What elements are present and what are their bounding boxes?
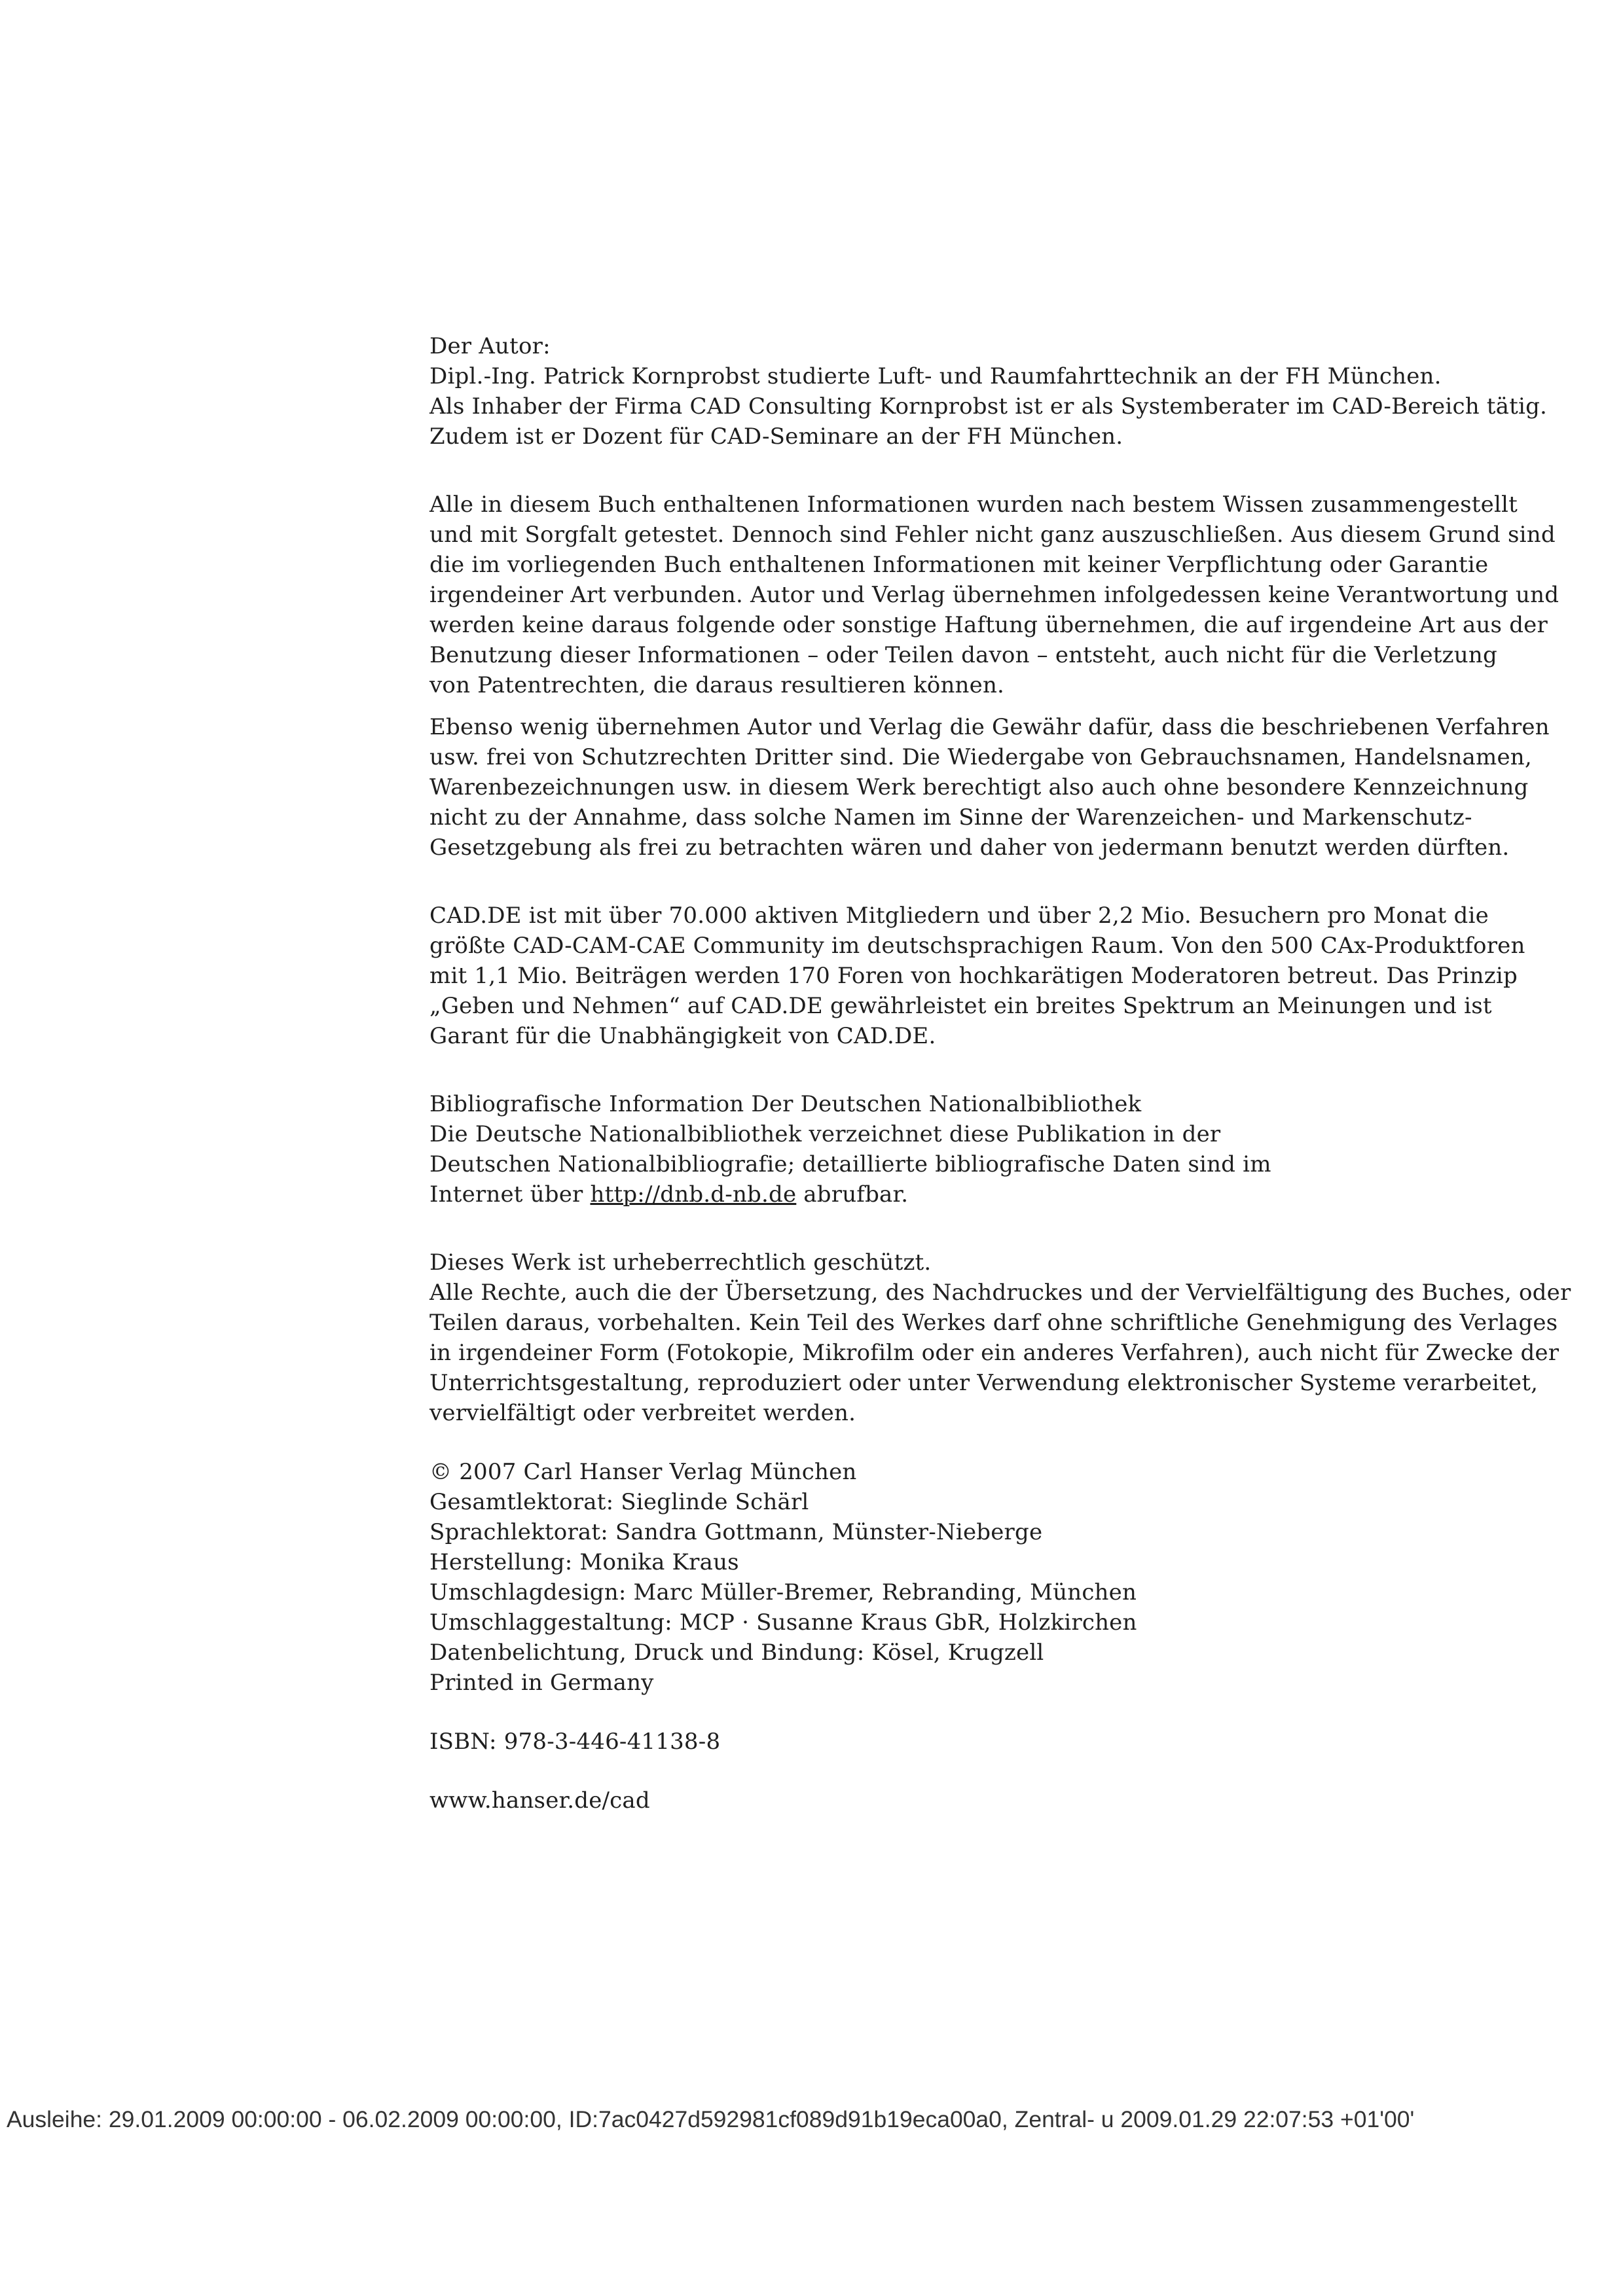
credit-line: Sprachlektorat: Sandra Gottmann, Münster-Nieberge bbox=[429, 1519, 1043, 1545]
isbn: ISBN: 978-3-446-41138-8 bbox=[429, 1729, 721, 1755]
credit-line: © 2007 Carl Hanser Verlag München bbox=[429, 1459, 857, 1485]
text-line: Benutzung dieser Informationen – oder Teilen davon – entsteht, auch nicht für die Verletzung bbox=[429, 642, 1497, 668]
text-line: „Geben und Nehmen“ auf CAD.DE gewährleistet ein breites Spektrum an Meinungen und ist bbox=[429, 993, 1492, 1019]
imprint-credits-section bbox=[429, 1457, 1549, 1816]
text-line: Alle Rechte, auch die der Übersetzung, des Nachdruckes und der Vervielfältigung des Buches, oder bbox=[429, 1280, 1571, 1306]
text-line: Warenbezeichnungen usw. in diesem Werk berechtigt also auch ohne besondere Kennzeichnung bbox=[429, 774, 1529, 800]
copyright-paragraph bbox=[429, 1247, 1571, 1428]
author-section bbox=[429, 331, 1549, 452]
text-line: irgendeiner Art verbunden. Autor und Verlag übernehmen infolgedessen keine Verantwortung und bbox=[429, 582, 1559, 608]
text-line: mit 1,1 Mio. Beiträgen werden 170 Foren von hochkarätigen Moderatoren betreut. Das Prinzip bbox=[429, 963, 1518, 989]
credit-line: Umschlaggestaltung: MCP · Susanne Kraus GbR, Holzkirchen bbox=[429, 1609, 1137, 1636]
imprint-page bbox=[429, 331, 1571, 1816]
credit-line: Datenbelichtung, Druck und Bindung: Kösel, Krugzell bbox=[429, 1640, 1044, 1666]
imprint-credits bbox=[429, 1457, 1549, 1698]
text-line: größte CAD-CAM-CAE Community im deutschsprachigen Raum. Von den 500 CAx-Produktforen bbox=[429, 933, 1525, 959]
text-line: Gesetzgebung als frei zu betrachten wären und daher von jedermann benutzt werden dürften. bbox=[429, 834, 1510, 861]
text-line: CAD.DE ist mit über 70.000 aktiven Mitgliedern und über 2,2 Mio. Besuchern pro Monat die bbox=[429, 903, 1489, 929]
author-heading: Der Autor: bbox=[429, 333, 551, 359]
credit-line: Umschlagdesign: Marc Müller-Bremer, Rebranding, München bbox=[429, 1579, 1137, 1605]
text-line: Deutschen Nationalbibliografie; detaillierte bibliografische Daten sind im bbox=[429, 1151, 1271, 1177]
text-line bbox=[429, 1179, 1549, 1210]
copyright-section bbox=[429, 1247, 1571, 1428]
text-line: vervielfältigt oder verbreitet werden. bbox=[429, 1400, 856, 1426]
text-line: Ebenso wenig übernehmen Autor und Verlag die Gewähr dafür, dass die beschriebenen Verfahren bbox=[429, 714, 1550, 740]
text-fragment: Internet über bbox=[429, 1181, 591, 1208]
website: www.hanser.de/cad bbox=[429, 1787, 650, 1814]
text-line: werden keine daraus folgende oder sonstige Haftung übernehmen, die auf irgendeine Art aus der bbox=[429, 612, 1548, 638]
bibliography-section bbox=[429, 1089, 1549, 1210]
text-line: usw. frei von Schutzrechten Dritter sind. Die Wiedergabe von Gebrauchsnamen, Handelsnamen, bbox=[429, 744, 1532, 770]
credit-line: Gesamtlektorat: Sieglinde Schärl bbox=[429, 1489, 809, 1515]
text-line: die im vorliegenden Buch enthaltenen Informationen mit keiner Verpflichtung oder Garantie bbox=[429, 552, 1489, 578]
text-line: Dieses Werk ist urheberrechtlich geschützt. bbox=[429, 1249, 932, 1276]
text-line: und mit Sorgfalt getestet. Dennoch sind Fehler nicht ganz auszuschließen. Aus diesem Grund sind bbox=[429, 522, 1556, 548]
text-line: Teilen daraus, vorbehalten. Kein Teil des Werkes darf ohne schriftliche Genehmigung des Verlages bbox=[429, 1310, 1558, 1336]
disclaimer-section bbox=[429, 490, 1559, 863]
text-line: Garant für die Unabhängigkeit von CAD.DE. bbox=[429, 1023, 936, 1049]
text-line: von Patentrechten, die daraus resultieren können. bbox=[429, 672, 1005, 698]
text-line: Unterrichtsgestaltung, reproduziert oder unter Verwendung elektronischer Systeme verarbeitet, bbox=[429, 1370, 1539, 1396]
loan-stamp: Ausleihe: 29.01.2009 00:00:00 - 06.02.2009 00:00:00, ID:7ac0427d592981cf089d91b19eca00a0, Zentral- u 2009.01.29 22:07:53 +01'00' bbox=[7, 2106, 1415, 2132]
credit-line: Herstellung: Monika Kraus bbox=[429, 1549, 739, 1575]
text-fragment: abrufbar. bbox=[796, 1181, 909, 1208]
bibliography-paragraph bbox=[429, 1089, 1549, 1210]
community-section bbox=[429, 901, 1549, 1051]
disclaimer-paragraph-1 bbox=[429, 490, 1559, 700]
author-bio bbox=[429, 361, 1549, 452]
community-paragraph bbox=[429, 901, 1549, 1051]
text-line: Bibliografische Information Der Deutschen Nationalbibliothek bbox=[429, 1091, 1142, 1117]
text-line: Alle in diesem Buch enthaltenen Informationen wurden nach bestem Wissen zusammengestellt bbox=[429, 492, 1518, 518]
dnb-link[interactable]: http://dnb.d-nb.de bbox=[590, 1181, 797, 1208]
author-bio-line: Als Inhaber der Firma CAD Consulting Kornprobst ist er als Systemberater im CAD-Bereich tätig. bbox=[429, 393, 1548, 420]
text-line: in irgendeiner Form (Fotokopie, Mikrofilm oder ein anderes Verfahren), auch nicht für Zwecke der bbox=[429, 1340, 1559, 1366]
credit-line: Printed in Germany bbox=[429, 1670, 654, 1696]
text-line: Die Deutsche Nationalbibliothek verzeichnet diese Publikation in der bbox=[429, 1121, 1221, 1147]
text-line: nicht zu der Annahme, dass solche Namen im Sinne der Warenzeichen- und Markenschutz- bbox=[429, 804, 1472, 831]
author-bio-line: Zudem ist er Dozent für CAD-Seminare an der FH München. bbox=[429, 423, 1123, 450]
disclaimer-paragraph-2 bbox=[429, 712, 1549, 863]
author-bio-line: Dipl.-Ing. Patrick Kornprobst studierte Luft- und Raumfahrttechnik an der FH München. bbox=[429, 363, 1442, 389]
